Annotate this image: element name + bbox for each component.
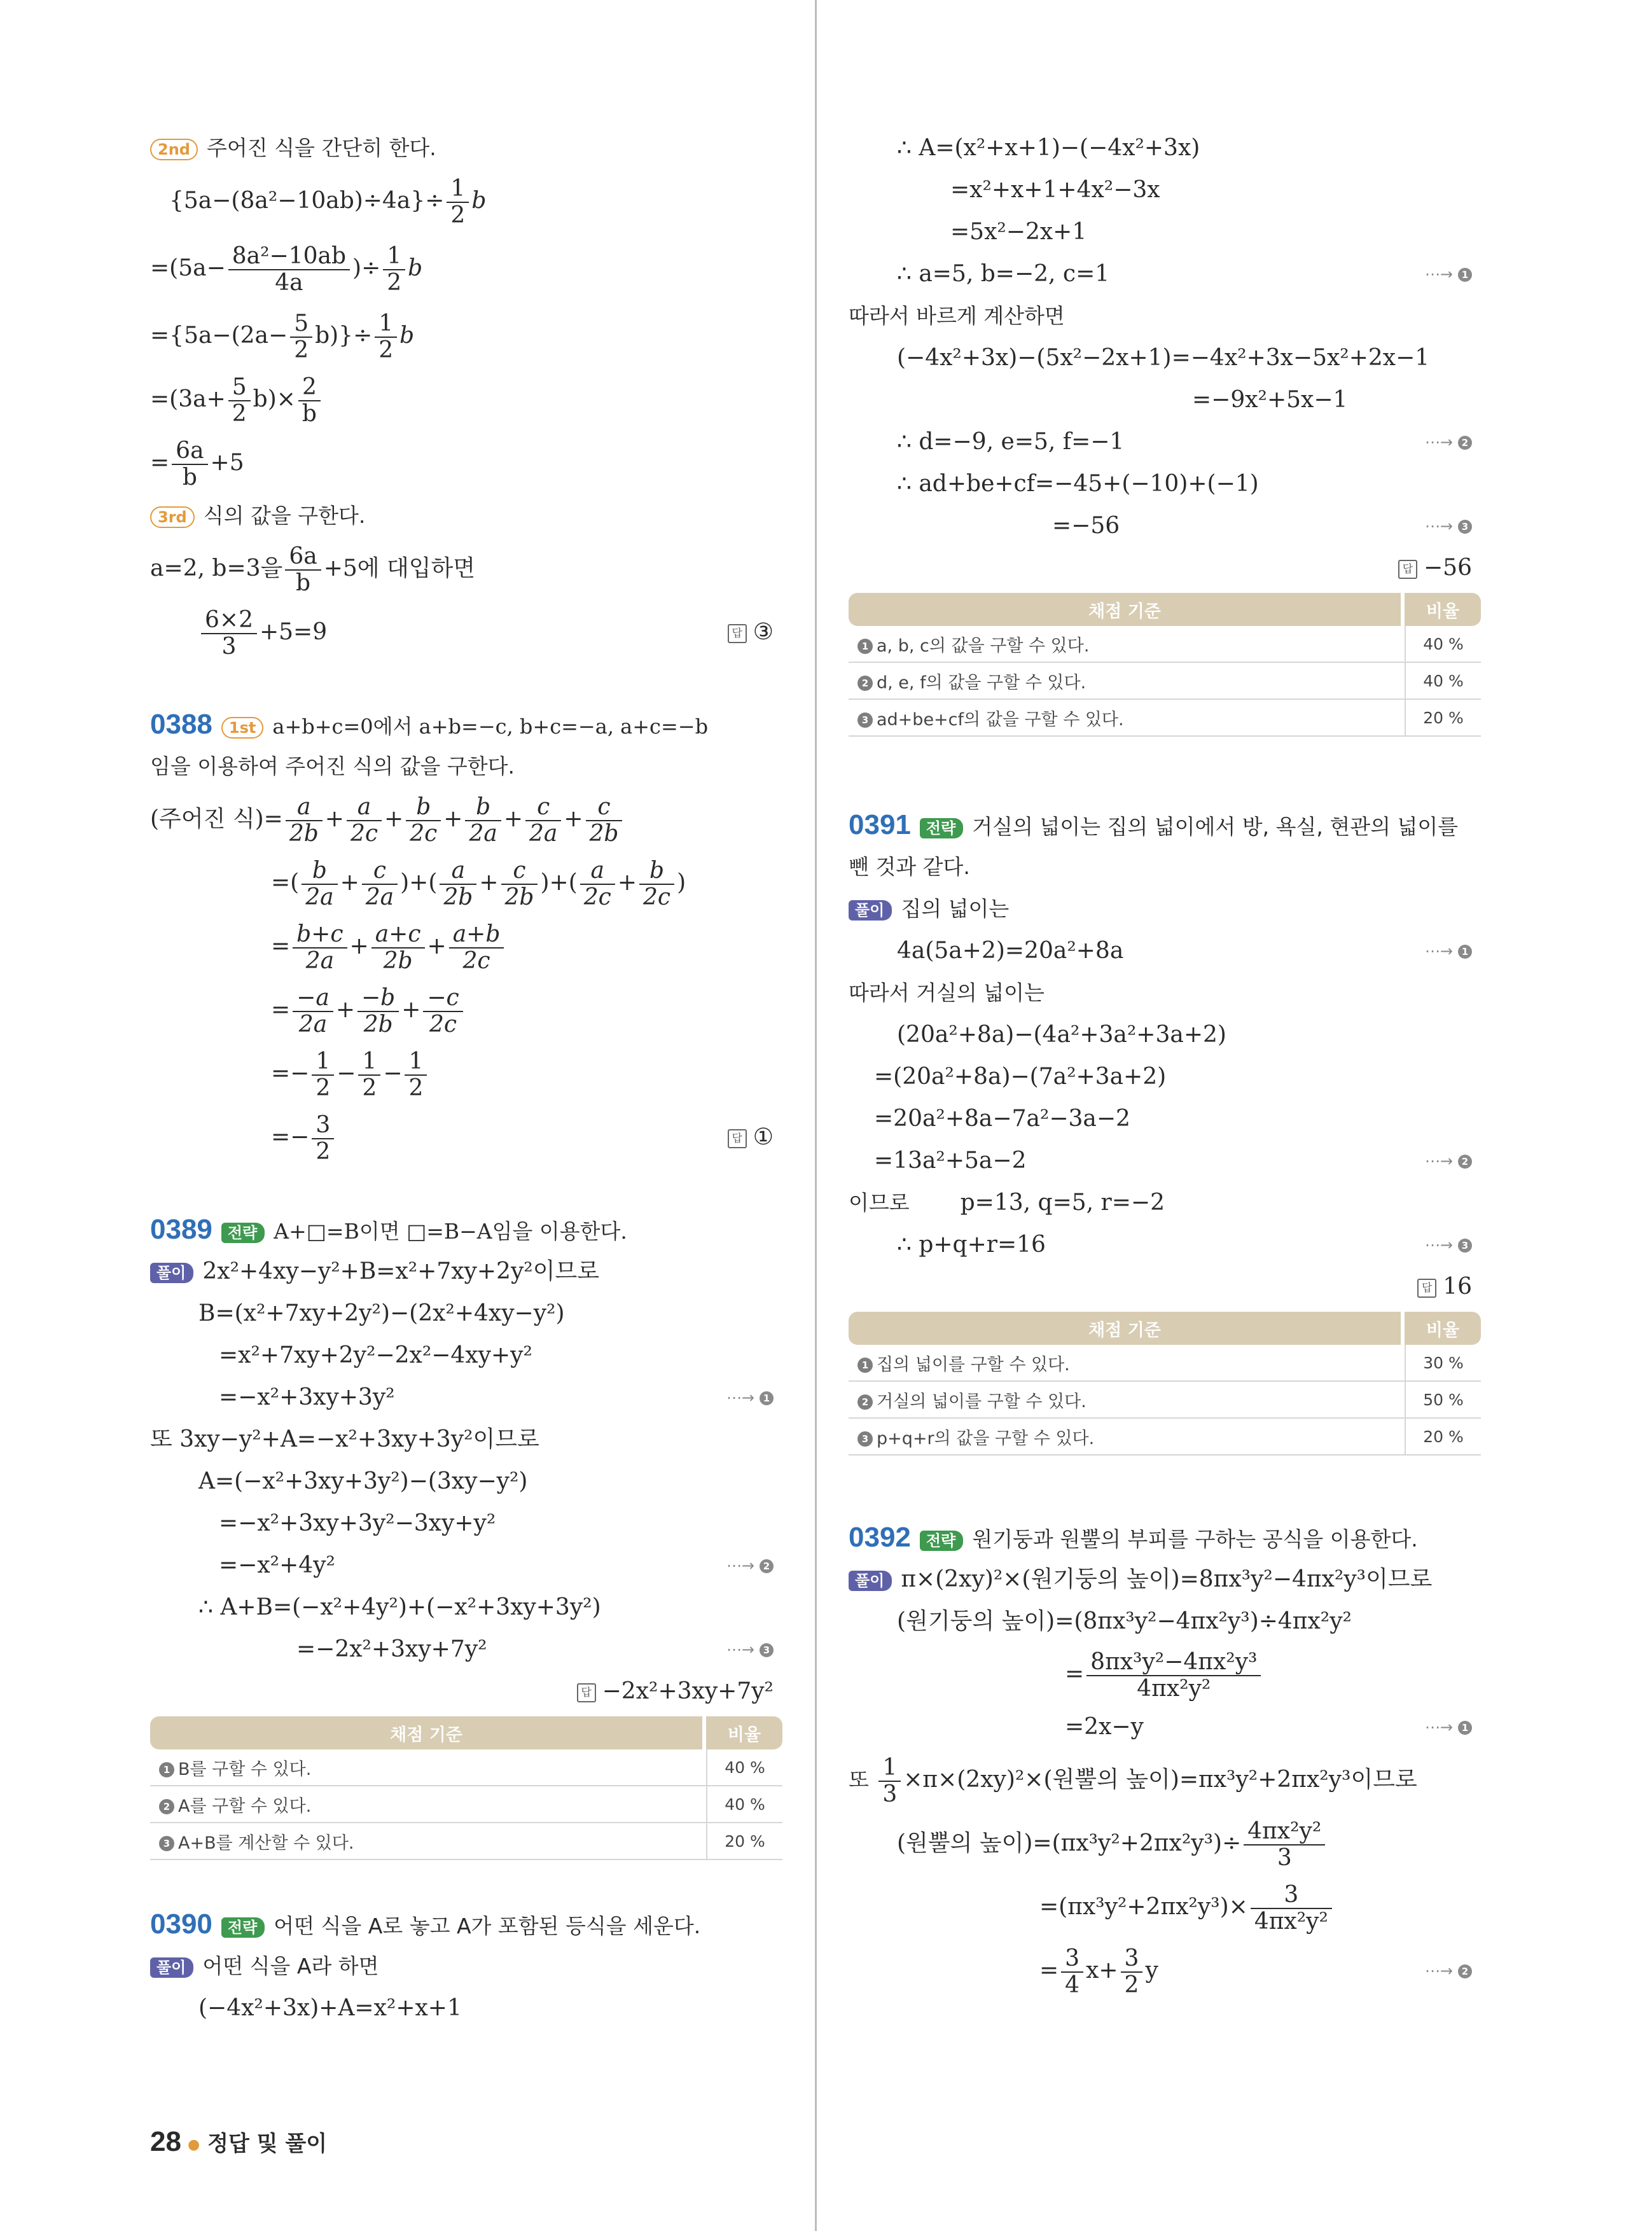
problem-number: 0389 [150,1214,212,1245]
fraction: $\frac{6a}{b}$ [285,544,321,596]
problem-number: 0392 [849,1522,911,1553]
problem-number: 0390 [150,1908,212,1940]
score-mark: ⋯→ 3 [1425,505,1472,547]
solution-line: =−56 ⋯→ 3 [849,505,1481,547]
expr-line: =− $\frac{1}{2}$ − $\frac{1}{2}$ − $\frac{1}{2}$ [150,1042,782,1106]
solution-line: =20a²+8a−7a²−3a−2 [874,1106,1130,1132]
answer: 답 16 [1417,1266,1472,1308]
page-footer [150,2126,327,2158]
fraction: $\frac{\text{8a²−10ab}}{4a}$ [228,244,350,296]
problem-header-0392: 0392 전략 원기둥과 원뿔의 부피를 구하는 공식을 이용한다. [849,1522,1418,1553]
problem-header-cont: 뺀 것과 같다. [849,854,970,879]
step-badge: 1st [221,717,263,739]
right-column [849,127,1481,2003]
answer-icon: 답 [1417,1279,1436,1298]
fraction: $\frac{3}{2}$ [1121,1946,1143,1998]
footer-label: 정답 및 풀이 [207,2131,328,2157]
expr-line: =( $\frac{b}{2a}$ + $\frac{c}{2a}$ )+( $\frac{a}{2b}$ + $\frac{c}{2b}$ )+( $\frac{a}{2c}$ + $\frac{b}{2c}$ ) [271,858,686,910]
score-mark: ⋯→ 1 [1425,930,1472,972]
fraction: $\frac{\text{4πx²y²}}{3}$ [1244,1819,1325,1871]
score-mark: ⋯→ 1 [726,1377,774,1419]
table-row: 3 A+B를 계산할 수 있다. 20 % [150,1823,782,1860]
solution-line: =−9x²+5x−1 [1192,387,1348,413]
table-row: 1 집의 넓이를 구할 수 있다. 30 % [849,1345,1481,1382]
answer: 답 −2x²+3xy+7y² [577,1671,774,1713]
fraction: $\frac{3}{\text{4πx²y²}}$ [1251,1882,1332,1935]
problem-header-0390: 0390 전략 어떤 식을 A로 놓고 A가 포함된 등식을 세운다. [150,1908,701,1940]
solution-line: =(20a²+8a)−(7a²+3a+2) [874,1064,1167,1090]
table-row: 2 d, e, f의 값을 구할 수 있다. 40 % [849,663,1481,700]
solution-line: 풀이 집의 넓이는 [849,888,1481,930]
expr-line: {5a−(8a²−10ab)÷4a}÷ $\frac{1}{2}$ b [169,176,487,228]
solution-line: 풀이 어떤 식을 A라 하면 [150,1945,782,1987]
fraction: $\frac{1}{2}$ [383,244,405,296]
solution-line: (원기둥의 높이)=(8πx³y²−4πx²y³)÷4πx²y² [897,1608,1352,1634]
solution-line: =−2x²+3xy+7y² ⋯→ 3 [150,1629,782,1671]
expr-line: ={5a−(2a− $\frac{5}{2}$ b)}÷ $\frac{1}{2}$ b [150,310,415,363]
problem-number: 0391 [849,809,911,840]
solution-badge: 풀이 [849,900,892,921]
solution-line: 풀이 2x²+4xy−y²+B=x²+7xy+2y²이므로 [150,1251,782,1293]
solution-line: (−4x²+3x)+A=x²+x+1 [198,1995,462,2021]
expr-line: =(5a− $\frac{\text{8a²−10ab}}{4a}$ )÷ $\frac{1}{2}$ b [150,243,423,296]
column-divider [815,0,817,2231]
table-row: 2 A를 구할 수 있다. 40 % [150,1786,782,1823]
grading-table-0390: 채점 기준 비율 1 a, b, c의 값을 구할 수 있다. 40 % 2 d, e, f의 값을 구할 수 있다. 40 % 3 ad+be+cf의 값을 구할 수 있다. 20 % [849,593,1481,737]
solution-line: ∴ p+q+r=16 ⋯→ 3 [849,1224,1481,1266]
solution-badge: 풀이 [849,1571,892,1591]
table-row: 1 B를 구할 수 있다. 40 % [150,1749,782,1786]
answer: 답 ③ [728,601,774,664]
solution-line: ∴ d=−9, e=5, f=−1 ⋯→ 2 [849,421,1481,463]
problem-number: 0388 [150,709,212,740]
solution-line: 따라서 바르게 계산하면 [849,303,1065,328]
fraction: $\frac{3}{4}$ [1061,1946,1083,1998]
solution-line: 또 3xy−y²+A=−x²+3xy+3y²이므로 [150,1426,539,1452]
solution-line: (원뿔의 높이)=(πx³y²+2πx²y³)÷ $\frac{\text{4πx²y²}}{3}$ [849,1812,1481,1875]
score-mark: ⋯→ 2 [1425,421,1472,463]
left-column [150,127,782,2029]
score-mark: ⋯→ 1 [1425,1706,1472,1748]
step3-line: 3rd 식의 값을 구한다. [150,495,782,537]
solution-line: ∴ A+B=(−x²+4y²)+(−x²+3xy+3y²) [198,1594,601,1620]
answer: 답 −56 [1398,547,1472,589]
expr-line: = $\frac{6a}{b}$ +5 [150,438,244,490]
answer-icon: 답 [728,1129,747,1148]
solution-line: 또 $\frac{1}{3}$ ×π×(2xy)²×(원뿔의 높이)=πx³y²+2πx²y³이므로 [849,1755,1417,1807]
answer-line [849,547,1481,589]
expr-line: (주어진 식)= $\frac{a}{2b}$ + $\frac{a}{2c}$ + $\frac{b}{2c}$ + $\frac{b}{2a}$ + $\frac{c}{2a}$ + $\frac{c}{2b}$ [150,788,782,851]
problem-header-cont: 임을 이용하여 주어진 식의 값을 구한다. [150,754,515,779]
answer-icon: 답 [577,1683,596,1702]
solution-line: (20a²+8a)−(4a²+3a²+3a+2) [897,1022,1226,1048]
solution-line: =x²+7xy+2y²−2x²−4xy+y² [219,1342,532,1368]
solution-line: ∴ a=5, b=−2, c=1 ⋯→ 1 [849,253,1481,295]
fraction: $\frac{1}{3}$ [878,1755,901,1807]
solution-line: 풀이 π×(2xy)²×(원기둥의 높이)=8πx³y²−4πx²y³이므로 [849,1559,1481,1601]
table-row: 3 ad+be+cf의 값을 구할 수 있다. 20 % [849,700,1481,737]
expr-line: =(3a+ $\frac{5}{2}$ b)× $\frac{2}{b}$ [150,368,782,431]
solution-line: (−4x²+3x)−(5x²−2x+1)=−4x²+3x−5x²+2x−1 [897,345,1430,371]
solution-badge: 풀이 [150,1263,193,1283]
substitute-line: a=2, b=3을 $\frac{6a}{b}$ +5에 대입하면 [150,543,476,596]
score-mark: ⋯→ 2 [726,1545,774,1587]
solution-line: =2x−y ⋯→ 1 [849,1706,1481,1748]
table-row: 2 거실의 넓이를 구할 수 있다. 50 % [849,1382,1481,1419]
strategy-badge: 전략 [920,1531,963,1551]
solution-line: 따라서 거실의 넓이는 [849,980,1045,1005]
fraction: $\frac{\text{8πx³y²−4πx²y³}}{\text{4πx²y²}}$ [1086,1650,1261,1702]
solution-line: A=(−x²+3xy+3y²)−(3xy−y²) [198,1468,528,1494]
score-mark: ⋯→ 3 [1425,1224,1472,1266]
solution-line: ∴ ad+be+cf=−45+(−10)+(−1) [897,471,1259,497]
fraction: $\frac{5}{2}$ [290,311,312,363]
problem-header-0391: 0391 전략 거실의 넓이는 집의 넓이에서 방, 욕실, 현관의 넓이를 [849,809,1459,840]
answer-icon: 답 [1398,560,1417,579]
fraction: $\frac{2}{b}$ [298,375,321,427]
solution-line: =x²+x+1+4x²−3x [950,177,1160,203]
result-line: $\frac{6\times 2}{3}$ +5=9 답 ③ [150,601,782,664]
solution-badge: 풀이 [150,1957,193,1978]
solution-line: =−x²+3xy+3y²−3xy+y² [219,1510,496,1536]
solution-line: =(πx³y²+2πx²y³)× $\frac{3}{\text{4πx²y²}}$ [849,1875,1481,1939]
solution-line: 4a(5a+2)=20a²+8a ⋯→ 1 [849,930,1481,972]
solution-line: ∴ A=(x²+x+1)−(−4x²+3x) [897,135,1200,161]
solution-line: = $\frac{\text{8πx³y²−4πx²y³}}{\text{4πx²y²}}$ [849,1643,1481,1706]
grading-table-0389: 채점 기준 비율 1 B를 구할 수 있다. 40 % 2 A를 구할 수 있다. 40 % 3 A+B를 계산할 수 있다. 20 % [150,1716,782,1860]
fraction: $\frac{6\times 2}{3}$ [201,608,257,660]
score-mark: ⋯→ 1 [1425,253,1472,295]
solution-line: 이므로 p=13, q=5, r=−2 [849,1190,1165,1216]
fraction: $\frac{1}{2}$ [447,176,469,228]
answer-line [849,1266,1481,1308]
problem-header-0389: 0389 전략 A+□=B이면 □=B−A임을 이용한다. [150,1214,627,1245]
solution-line: =−x²+3xy+3y² ⋯→ 1 [150,1377,782,1419]
solution-line: = $\frac{3}{4}$ x+ $\frac{3}{2}$ y ⋯→ 2 [849,1939,1481,2003]
expr-line: =− $\frac{3}{2}$ 답 ① [150,1106,782,1169]
page-number: 28 [150,2126,181,2157]
grading-table-0391: 채점 기준 비율 1 집의 넓이를 구할 수 있다. 30 % 2 거실의 넓이를 구할 수 있다. 50 % 3 p+q+r의 값을 구할 수 있다. 20 % [849,1312,1481,1456]
fraction: $\frac{6a}{b}$ [172,438,207,490]
solution-line: =5x²−2x+1 [950,219,1087,245]
expr-line: = $\frac{b+c}{2a}$ + $\frac{a+c}{2b}$ + $\frac{a+b}{2c}$ [150,915,782,978]
score-mark: ⋯→ 3 [726,1629,774,1671]
fraction: $\frac{5}{2}$ [228,375,251,427]
step-badge: 2nd [150,139,198,160]
answer: 답 ① [728,1106,774,1169]
solution-line: B=(x²+7xy+2y²)−(2x²+4xy−y²) [198,1300,565,1326]
strategy-badge: 전략 [221,1917,265,1938]
strategy-badge: 전략 [221,1223,265,1243]
step-badge: 3rd [150,506,195,528]
solution-line: =13a²+5a−2 ⋯→ 2 [849,1140,1481,1182]
score-mark: ⋯→ 2 [1425,1140,1472,1182]
answer-line [150,1671,782,1713]
answer-icon: 답 [728,624,747,643]
solution-line: =−x²+4y² ⋯→ 2 [150,1545,782,1587]
score-mark: ⋯→ 2 [1425,1939,1472,2003]
step2-line: 2nd 주어진 식을 간단히 한다. [150,127,782,169]
fraction: $\frac{1}{2}$ [375,311,397,363]
strategy-badge: 전략 [920,818,963,838]
bullet-icon: ● [187,2137,200,2153]
table-row: 3 p+q+r의 값을 구할 수 있다. 20 % [849,1419,1481,1456]
problem-header-0388: 0388 1st a+b+c=0에서 a+b=−c, b+c=−a, a+c=−b [150,709,709,740]
expr-line: = $\frac{-a}{2a}$ + $\frac{-b}{2b}$ + $\frac{-c}{2c}$ [150,978,782,1042]
table-row: 1 a, b, c의 값을 구할 수 있다. 40 % [849,626,1481,663]
